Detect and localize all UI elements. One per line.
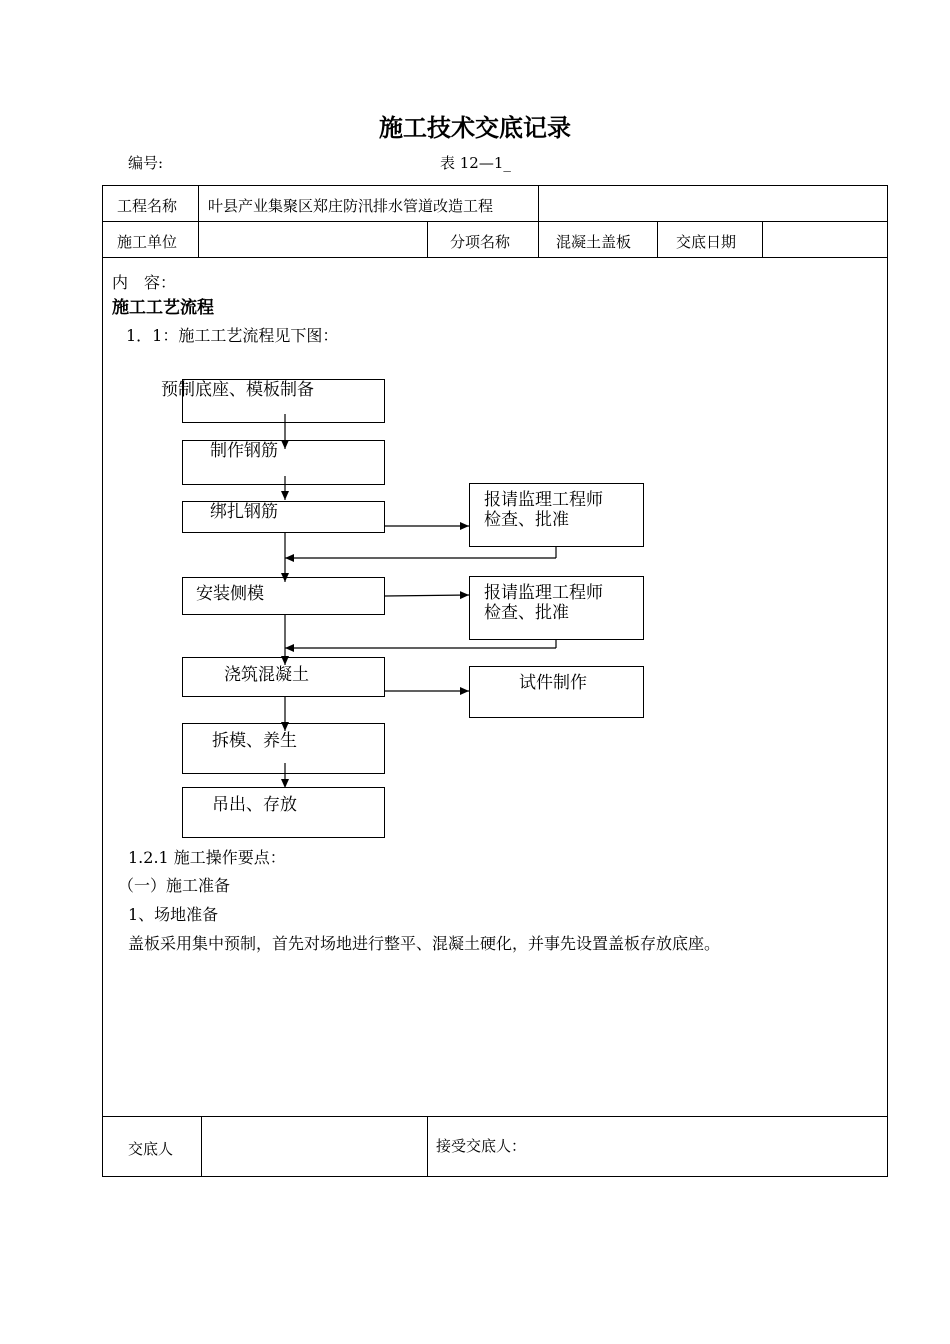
form-number: 表 12—1_ xyxy=(440,154,511,172)
content-label: 内 容： xyxy=(112,273,177,292)
flow-side-3-label: 试件制作 xyxy=(519,673,587,693)
item-name-label: 分项名称 xyxy=(450,233,511,251)
flow-side-1-line1: 报请监理工程师 xyxy=(484,490,603,510)
document-title: 施工技术交底记录 xyxy=(379,113,571,142)
flow-step-4-label: 安装侧模 xyxy=(196,584,264,604)
disclosure-date-label: 交底日期 xyxy=(676,233,737,251)
discloser-label: 交底人 xyxy=(128,1140,174,1158)
section-title: 施工工艺流程 xyxy=(112,298,214,318)
flow-side-2-line2: 检查、批准 xyxy=(484,603,569,623)
receiver-label: 接受交底人： xyxy=(436,1137,527,1155)
flow-step-5-label: 浇筑混凝土 xyxy=(224,665,309,685)
item-name-value: 混凝土盖板 xyxy=(556,233,632,251)
flow-step-1-label: 预制底座、模板制备 xyxy=(161,380,314,400)
construction-unit-label: 施工单位 xyxy=(117,233,178,251)
project-name-value: 叶县产业集聚区郑庄防汛排水管道改造工程 xyxy=(208,197,494,215)
arrow-step4-to-side2 xyxy=(385,595,469,596)
project-name-label: 工程名称 xyxy=(117,197,178,215)
flow-step-6-label: 拆模、养生 xyxy=(212,731,297,751)
flow-step-7-label: 吊出、存放 xyxy=(212,795,297,815)
paragraph-site-preparation: 1、场地准备 xyxy=(128,905,219,924)
flow-step-3-label: 绑扎钢筋 xyxy=(210,502,278,522)
number-label: 编号: xyxy=(128,154,164,172)
flow-intro: 1．1：施工工艺流程见下图： xyxy=(126,326,339,345)
flow-side-1-line2: 检查、批准 xyxy=(484,510,569,530)
paragraph-operation-points: 1.2.1 施工操作要点： xyxy=(128,848,286,867)
flow-step-2-label: 制作钢筋 xyxy=(210,441,278,461)
flow-side-2-line1: 报请监理工程师 xyxy=(484,583,603,603)
paragraph-preparation: （一）施工准备 xyxy=(118,876,231,895)
paragraph-site-description: 盖板采用集中预制，首先对场地进行整平、混凝土硬化，并事先设置盖板存放底座。 xyxy=(128,934,721,953)
